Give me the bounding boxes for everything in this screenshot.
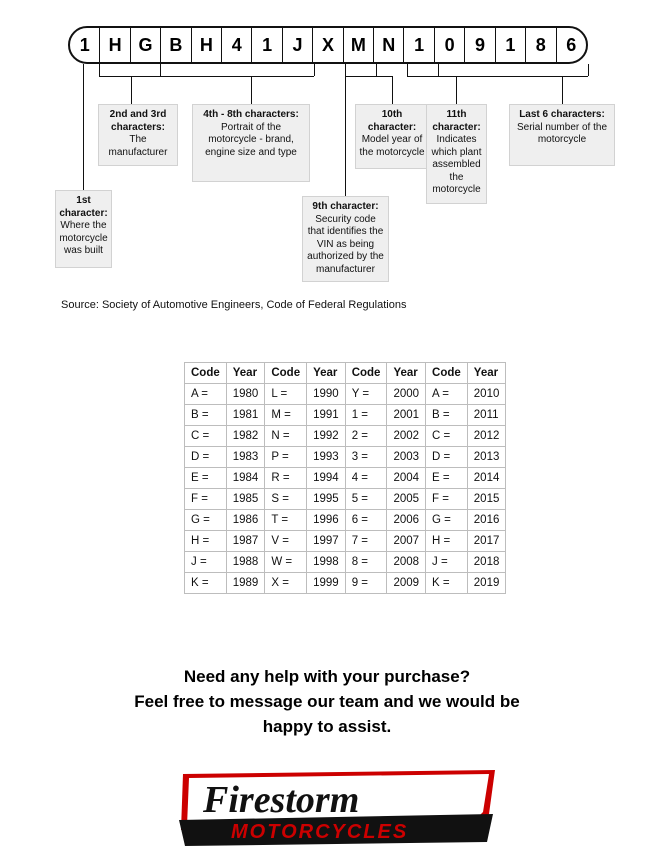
vin-char: N	[374, 28, 404, 62]
table-cell: 2000	[387, 384, 426, 405]
table-cell: 1990	[307, 384, 346, 405]
leader-line	[131, 76, 132, 104]
table-cell: 1983	[226, 447, 265, 468]
callout-title: 9th character:	[312, 201, 379, 212]
help-line-1: Need any help with your purchase?	[183, 667, 471, 686]
callout-ninth-character	[302, 196, 389, 282]
table-cell: 2011	[467, 405, 506, 426]
table-cell: 9 =	[345, 573, 387, 594]
leader-line	[314, 64, 315, 76]
table-cell: A =	[426, 384, 468, 405]
leader-bracket	[438, 76, 588, 77]
table-header-cell: Code	[345, 363, 387, 384]
table-cell: 1993	[307, 447, 346, 468]
help-line-2: Feel free to message our team and we would be	[134, 692, 520, 711]
table-cell: 2013	[467, 447, 506, 468]
table-cell: K =	[426, 573, 468, 594]
table-header-cell: Year	[226, 363, 265, 384]
leader-line	[407, 64, 408, 76]
table-cell: F =	[426, 489, 468, 510]
table-cell: 1997	[307, 531, 346, 552]
vin-char: 1	[496, 28, 526, 62]
leader-line	[99, 64, 100, 76]
vin-char: H	[192, 28, 222, 62]
callout-body: Portrait of the motorcycle - brand, engine size and type	[205, 121, 297, 158]
callout-title: Last 6 characters:	[519, 109, 605, 120]
table-cell: 2009	[387, 573, 426, 594]
leader-line	[83, 64, 84, 76]
table-cell: 2018	[467, 552, 506, 573]
table-cell: T =	[265, 510, 307, 531]
leader-line	[376, 64, 377, 76]
leader-line	[345, 76, 346, 196]
table-cell: R =	[265, 468, 307, 489]
table-cell: G =	[185, 510, 227, 531]
table-cell: 2012	[467, 426, 506, 447]
table-cell: 2004	[387, 468, 426, 489]
table-row	[185, 426, 506, 447]
table-cell: N =	[265, 426, 307, 447]
table-cell: 3 =	[345, 447, 387, 468]
vin-char: 1	[404, 28, 434, 62]
callout-body: The manufacturer	[108, 134, 168, 158]
table-cell: F =	[185, 489, 227, 510]
leader-line	[251, 76, 252, 104]
leader-bracket	[99, 76, 160, 77]
vin-char: M	[344, 28, 374, 62]
table-header-cell: Year	[467, 363, 506, 384]
table-cell: 2017	[467, 531, 506, 552]
table-row	[185, 468, 506, 489]
callout-title: 2nd and 3rd characters:	[109, 109, 167, 133]
vin-char: 1	[70, 28, 100, 62]
table-cell: 1999	[307, 573, 346, 594]
table-cell: G =	[426, 510, 468, 531]
table-cell: B =	[185, 405, 227, 426]
table-cell: 8 =	[345, 552, 387, 573]
table-cell: 2007	[387, 531, 426, 552]
source-citation: Source: Society of Automotive Engineers, Code of Federal Regulations	[61, 299, 407, 311]
table-cell: A =	[185, 384, 227, 405]
table-header-cell: Year	[387, 363, 426, 384]
leader-bracket	[345, 76, 392, 77]
callout-body: Security code that identifies the VIN as being authorized by the manufacturer	[307, 213, 384, 275]
table-cell: 4 =	[345, 468, 387, 489]
table-cell: 2015	[467, 489, 506, 510]
table-cell: 5 =	[345, 489, 387, 510]
vin-char: 1	[252, 28, 282, 62]
model-year-code-table	[184, 362, 506, 594]
table-cell: 1981	[226, 405, 265, 426]
leader-line	[588, 64, 589, 76]
table-cell: B =	[426, 405, 468, 426]
table-cell: J =	[185, 552, 227, 573]
table-row	[185, 447, 506, 468]
vin-char: G	[131, 28, 161, 62]
table-cell: 2003	[387, 447, 426, 468]
callout-first-character	[55, 190, 112, 268]
table-row	[185, 384, 506, 405]
callout-title: 4th - 8th characters:	[203, 109, 299, 120]
table-cell: D =	[426, 447, 468, 468]
table-cell: 1996	[307, 510, 346, 531]
table-cell: 2005	[387, 489, 426, 510]
table-cell: 1982	[226, 426, 265, 447]
table-cell: 2001	[387, 405, 426, 426]
table-cell: 7 =	[345, 531, 387, 552]
table-cell: 1998	[307, 552, 346, 573]
callout-title: 11th character:	[432, 109, 481, 133]
table-cell: D =	[185, 447, 227, 468]
table-cell: 1980	[226, 384, 265, 405]
table-cell: 2016	[467, 510, 506, 531]
callout-title: 1st character:	[59, 195, 108, 219]
leader-bracket	[160, 76, 314, 77]
table-cell: 1986	[226, 510, 265, 531]
leader-line	[83, 76, 84, 190]
table-cell: 2019	[467, 573, 506, 594]
table-cell: 1985	[226, 489, 265, 510]
vin-char: H	[100, 28, 130, 62]
leader-line	[562, 76, 563, 104]
vin-char: 4	[222, 28, 252, 62]
callout-second-third-characters	[98, 104, 178, 166]
table-cell: C =	[426, 426, 468, 447]
table-cell: 1984	[226, 468, 265, 489]
vin-character-row	[68, 26, 588, 64]
table-cell: 1987	[226, 531, 265, 552]
table-cell: V =	[265, 531, 307, 552]
table-cell: 2008	[387, 552, 426, 573]
vin-diagram	[0, 0, 654, 290]
table-cell: X =	[265, 573, 307, 594]
table-cell: 1988	[226, 552, 265, 573]
leader-line	[345, 64, 346, 76]
table-cell: E =	[426, 468, 468, 489]
table-row	[185, 405, 506, 426]
table-header-cell: Code	[265, 363, 307, 384]
logo-primary-text: Firestorm	[203, 779, 360, 821]
vin-char: J	[283, 28, 313, 62]
vin-char: 9	[465, 28, 495, 62]
table-header-cell: Code	[426, 363, 468, 384]
table-cell: 2006	[387, 510, 426, 531]
table-cell: E =	[185, 468, 227, 489]
leader-line	[438, 64, 439, 76]
leader-line	[392, 76, 393, 104]
vin-char: B	[161, 28, 191, 62]
table-cell: P =	[265, 447, 307, 468]
table-row	[185, 552, 506, 573]
logo-graphic	[177, 768, 497, 848]
callout-body: Model year of the motorcycle	[359, 134, 425, 158]
table-cell: H =	[426, 531, 468, 552]
table-cell: 1989	[226, 573, 265, 594]
vin-char: 6	[566, 35, 577, 55]
table-cell: K =	[185, 573, 227, 594]
table-cell: 1 =	[345, 405, 387, 426]
table-cell: L =	[265, 384, 307, 405]
table-header-cell: Code	[185, 363, 227, 384]
table-header-cell: Year	[307, 363, 346, 384]
table-cell: 6 =	[345, 510, 387, 531]
table-cell: 2010	[467, 384, 506, 405]
table-cell: 1994	[307, 468, 346, 489]
table-row	[185, 573, 506, 594]
callout-title: 10th character:	[367, 109, 417, 133]
table-cell: J =	[426, 552, 468, 573]
table-cell: 1991	[307, 405, 346, 426]
callout-body: Indicates which plant assembled the motorcycle	[431, 134, 482, 195]
table-cell: 2014	[467, 468, 506, 489]
callout-tenth-character	[355, 104, 429, 169]
table-cell: M =	[265, 405, 307, 426]
table-cell: 2 =	[345, 426, 387, 447]
table-row	[185, 531, 506, 552]
callout-last-six-characters	[509, 104, 615, 166]
callout-fourth-eighth-characters	[192, 104, 310, 182]
callout-eleventh-character	[426, 104, 487, 204]
vin-char: 0	[435, 28, 465, 62]
help-line-3: happy to assist.	[262, 717, 392, 736]
table-header-row	[185, 363, 506, 384]
table-cell: S =	[265, 489, 307, 510]
leader-line	[456, 76, 457, 104]
table-cell: 2002	[387, 426, 426, 447]
leader-line	[160, 64, 161, 76]
table-cell: 1992	[307, 426, 346, 447]
firestorm-motorcycles-logo	[177, 768, 497, 848]
callout-body: Where the motorcycle was built	[59, 220, 108, 256]
table-row	[185, 489, 506, 510]
vin-char: X	[313, 28, 343, 62]
table-row	[185, 510, 506, 531]
logo-secondary-text: MOTORCYCLES	[231, 821, 409, 843]
table-cell: Y =	[345, 384, 387, 405]
table-cell: C =	[185, 426, 227, 447]
table-cell: H =	[185, 531, 227, 552]
callout-body: Serial number of the motorcycle	[516, 121, 608, 145]
help-message	[0, 664, 654, 739]
table-cell: 1995	[307, 489, 346, 510]
vin-char: 8	[526, 28, 556, 62]
table-cell: W =	[265, 552, 307, 573]
